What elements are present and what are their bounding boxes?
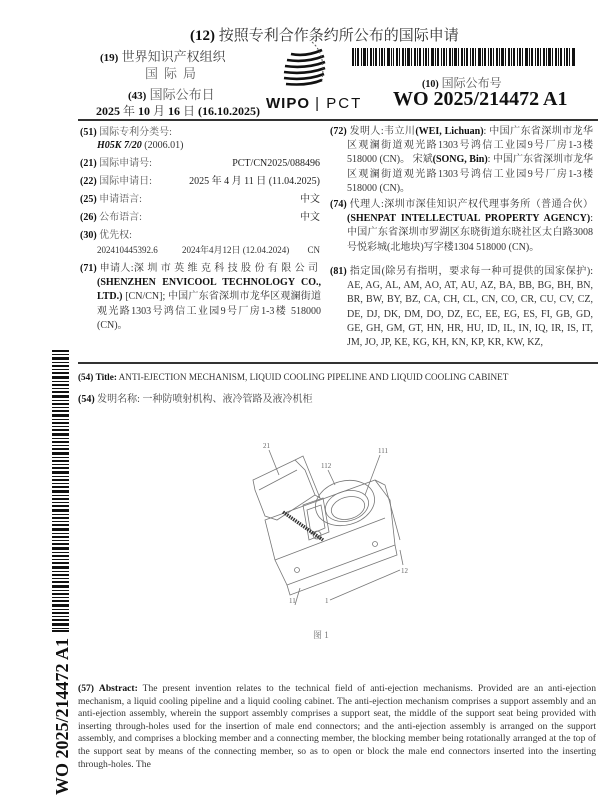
title-cn-value: 一种防喷射机构、液冷管路及液冷机柜 [142,394,313,405]
pub-month: 10 [138,104,151,118]
inventor2-address: : 中国广东省深圳市龙华区观澜街道观光路1303号鸿信工业园9号厂房1-3楼 518000 (CN)。 [347,154,594,194]
inid-code-51: (51) [80,127,97,138]
inid-code-30: (30) [80,230,97,241]
agent-address: : 中国广东省深圳市罗湖区东晓街道东晓社区太白路3008号悦彩城(北地块)写字楼1304 518000 (CN)。 [347,213,593,253]
pub-date-numeric: (16.10.2025) [198,104,261,118]
priority-field [80,229,320,243]
inventor1-name-en: (WEI, Lichuan) [415,126,484,137]
inventor1-name-cn: 韦立川 [383,126,416,137]
ref-112: 112 [321,462,332,470]
year-char: 年 [123,104,136,118]
pub-lang-value: 中文 [300,212,320,223]
publication-date-label [128,84,215,103]
pub-lang-label: 公布语言: [99,212,142,223]
figure-caption: 图 1 [313,630,329,640]
inventor2-name-en: (SONG, Bin) [432,154,488,166]
filing-date-value: 2025 年 4 月 11 日 (11.04.2025) [189,176,320,187]
abstract-text: The present invention relates to the technical field of anti-ejection mechanisms. Provided are an anti-ejection mechanism, a liquid cooling pipeline and a liquid cooling cabinet. The anti-ejection mechanism comprises a support assembly and an anti-ejection assembly, wherein the support assembly comprises a support seat, the middle of the support seat being provided with inserting through-holes used for the insertion of male end connectors; and the anti-ejection assembly is arranged on the support assembly, and comprises a blocking member and a connecting member, the blocking member being rotationally arranged at the top of the support seat by means of the connecting member, so as to open or block the male end connectors inserted into the inserting through-holes. The [78,683,596,770]
abstract-label: Abstract: [98,683,138,694]
vertical-publication-number: WO 2025/214472 A1 [52,637,72,795]
inventors-label: 发明人: [349,126,384,137]
ipc-class: H05K 7/20 [97,140,142,151]
applicant-name-en: (SHENZHEN ENVICOOL TECHNOLOGY CO., LTD.) [97,277,321,303]
pub-day: 16 [168,104,181,118]
inid-code-54: (54) [78,372,94,382]
vertical-barcode-icon [52,350,69,632]
org-name-text: 世界知识产权组织 [121,49,226,64]
inid-code-12: (12) [190,28,215,44]
publication-language-field [80,211,320,225]
ipc-value [97,139,183,153]
inventors-field [330,125,593,196]
ref-12: 12 [401,567,408,575]
filing-lang-label: 申请语言: [99,194,142,205]
inid-code-81: (81) [330,266,347,277]
inid-code-57: (57) [78,683,94,694]
designated-states-field [330,265,593,350]
ref-1: 1 [325,597,329,605]
priority-claim [97,243,320,257]
inid-code-25: (25) [80,194,97,205]
inid-code-54-cn: (54) [78,394,95,405]
ipc-version: (2006.01) [144,140,184,151]
applicant-address: [CN/CN]; 中国广东省深圳市龙华区观澜街道观光路1303号鸿信工业园9号厂房1-3楼 518000 (CN)。 [97,291,322,331]
ref-111: 111 [378,447,388,455]
pct-text: PCT [326,95,363,112]
ipc-field [80,126,320,140]
designated-states-label: 指定国(除另有指明，要求每一种可提供的国家保护): [349,266,593,277]
applicant-name-cn: 深圳市英维克科技股份有限公司 [133,263,322,274]
app-no-value: PCT/CN2025/088496 [232,158,320,169]
pub-num-label-text: 国际公布号 [441,76,502,90]
application-number-field [80,157,320,171]
agent-field [330,198,593,255]
app-no-label: 国际申请号: [99,158,152,169]
patent-figure-drawing [225,420,425,605]
inid-code-26: (26) [80,212,97,223]
agent-name-en: (SHENPAT INTELLECTUAL PROPERTY AGENCY) [347,213,591,225]
ipc-label: 国际专利分类号: [99,127,172,138]
filing-date-field [80,175,320,189]
filing-lang-value: 中文 [300,194,320,205]
pub-date-label-text: 国际公布日 [149,87,215,102]
inid-code-10: (10) [422,79,439,90]
barcode-icon [352,48,576,66]
title-cn-label: 发明名称: [97,394,140,405]
title-chinese [78,390,312,405]
filing-date-label: 国际申请日: [99,176,152,187]
month-char: 月 [153,104,166,118]
inid-code-71: (71) [80,263,97,274]
wipo-pct-wordmark [266,95,362,112]
priority-label: 优先权: [99,230,132,241]
wipo-globe-logo-icon [278,40,338,90]
ref-11: 11 [289,597,296,605]
applicant-field [80,262,321,333]
agent-label: 代理人: [349,199,384,210]
abstract [78,683,596,771]
inid-code-22: (22) [80,176,97,187]
pub-year: 2025 [96,104,120,118]
inid-code-21: (21) [80,158,97,169]
publication-date [96,102,260,119]
priority-date: 2024年4月12日 (12.04.2024) [182,245,290,255]
bureau-name: 国际局 [145,66,203,81]
day-char: 日 [183,104,196,118]
applicant-label: 申请人: [99,263,134,274]
logo-separator: | [315,95,322,112]
ref-21: 21 [263,442,270,450]
priority-number: 202410445392.6 [97,245,158,255]
publication-number: WO 2025/214472 A1 [393,88,568,110]
header-divider [78,119,598,121]
title-en-label: Title: [95,372,117,382]
inid-code-72: (72) [330,126,347,137]
document-type-text: 按照专利合作条约所公布的国际申请 [218,28,459,44]
title-en-value: ANTI-EJECTION MECHANISM, LIQUID COOLING PIPELINE AND LIQUID COOLING CABINET [118,372,509,382]
title-english [78,372,508,382]
wipo-text: WIPO [266,95,310,112]
inid-code-43: (43) [128,90,147,102]
biblio-divider [78,362,598,364]
inventor2-name-cn: 宋斌 [412,154,433,166]
agent-name-cn: 深圳市深佳知识产权代理事务所（普通合伙） [383,199,594,210]
inid-code-74: (74) [330,199,347,210]
priority-country: CN [307,245,320,255]
designated-states-list: AE, AG, AL, AM, AO, AT, AU, AZ, BA, BB, BG, BH, BN, BR, BW, BY, BZ, CA, CH, CL, CN, CO, CR, CU, CV, CZ, DE, DJ, DK, DM, DO, DZ, EC, EE, EG, ES, FI, GB, GD, GE, GH, GM, GT, HN, HR, HU, ID, IL, IN, IQ, IR, IS, IT, JM, JO, JP, KE, KG, KH, KN, KP, KR, KW, KZ, [347,280,593,349]
inid-code-19: (19) [100,52,119,64]
filing-language-field [80,193,320,207]
inventor1-address: : 中国广东省深圳市龙华区观澜街道观光路1303号鸿信工业园9号厂房1-3楼 518000 (CN)。 [347,126,594,166]
